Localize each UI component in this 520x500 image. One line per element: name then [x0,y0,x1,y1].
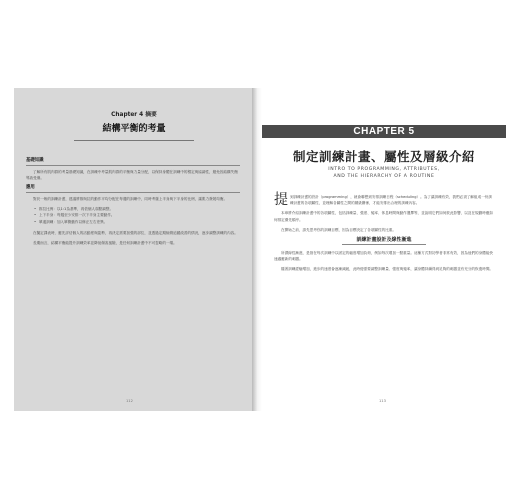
chapter-subtitle [262,166,506,180]
application-paragraph-3: 長期而言，結構平衡能提升訓練效率並降低傷害風險，是任何訓練計畫中不可忽略的一環。 [33,241,177,246]
section-paragraph-2: 隨著訓練經驗增加，進步的速度會逐漸減緩，此時便需要調整訓練量、強度與頻率，讓身體持續得到足夠的刺激並有充分的恢復時間。 [281,267,494,272]
right-page [262,88,506,411]
basics-paragraph: 了解所有肌肉群的考量基礎知識，在訓練中考量肌肉群的平衡與力量分配，以保持身體在訓練中的穩定與協調性，避免因結構失衡導致受傷。 [26,169,238,180]
section-divider [26,192,240,193]
application-paragraph-2: 在擬定課表時，應先評估個人的活動度與姿勢，再決定需要加強的部位，並透過定期檢測追蹤改善的情況，逐步調整訓練的內容。 [33,230,238,235]
section-heading-application: 應用 [26,185,35,191]
application-paragraph: 對於一般的訓練計畫，建議將推與拉的動作平均分配在每週的訓練中，同時考慮上半身與下半身的比例，讓肌力發展均衡。 [33,197,228,201]
drop-cap: 提 [274,192,288,208]
section-heading-basics: 基礎知識 [26,158,44,163]
section-paragraph-1: 所謂線性漸進，是指在每次訓練中以固定的幅度增加負荷，例如每次增加一點重量。這種方式對初學者非常有效，因為他們的身體能快速適應新的刺激。 [274,250,494,262]
section-divider [26,165,240,166]
section-divider [342,244,426,245]
page-number: 112 [126,399,133,403]
list-item: • 單邊訓練：加入單側動作以修正左右差異。 [34,219,240,225]
list-item: • 推拉比例：以1:1為基準，再依個人弱點調整。 [34,206,240,212]
summary-body [26,158,240,250]
bullet-list [26,206,240,225]
intro-text: 到訓練計畫的設計（programming），就會聯想到安排訓練日程（scheduling）。為了讓訓練有效，我們必須了解組成一份訓練計畫的各項屬性，並理解各屬性之間的層級關係，才能安排出合理的訓練內容。 [290,195,492,206]
chapter-title: 制定訓練計畫、屬性及層級介紹 [292,149,475,164]
chapter-summary-header [74,109,194,137]
chapter-body [274,194,494,276]
chapter-summary-title: 結構平衡的考量 [102,124,166,134]
subtitle-line-1: INTRO TO PROGRAMMING, ATTRIBUTES, [328,167,440,172]
section-heading: 訓練計畫設計及線性漸進 [356,237,412,244]
intro-paragraph [274,194,494,206]
page-number: 113 [379,399,386,403]
header-divider [74,140,194,141]
left-page [14,88,252,411]
body-paragraph-3: 在開始之前，請先思考你的訓練目標，因為目標決定了各項屬性的比重。 [281,227,396,232]
subtitle-line-2: AND THE HIERARCHY OF A ROUTINE [333,174,435,179]
book-spine-shadow [252,88,262,411]
body-paragraph-2: 本章將介紹訓練計畫中的各項屬性，包括訓練量、強度、頻率、休息時間與動作選擇等，並說明它們如何彼此影響，以及在規劃時應如何排定優先順序。 [274,211,494,222]
list-item: • 上下半身：每週至少安排一次下半身主要動作。 [34,212,240,218]
chapter-band: CHAPTER 5 [262,125,506,138]
chapter-label: Chapter 4 摘要 [111,112,157,118]
